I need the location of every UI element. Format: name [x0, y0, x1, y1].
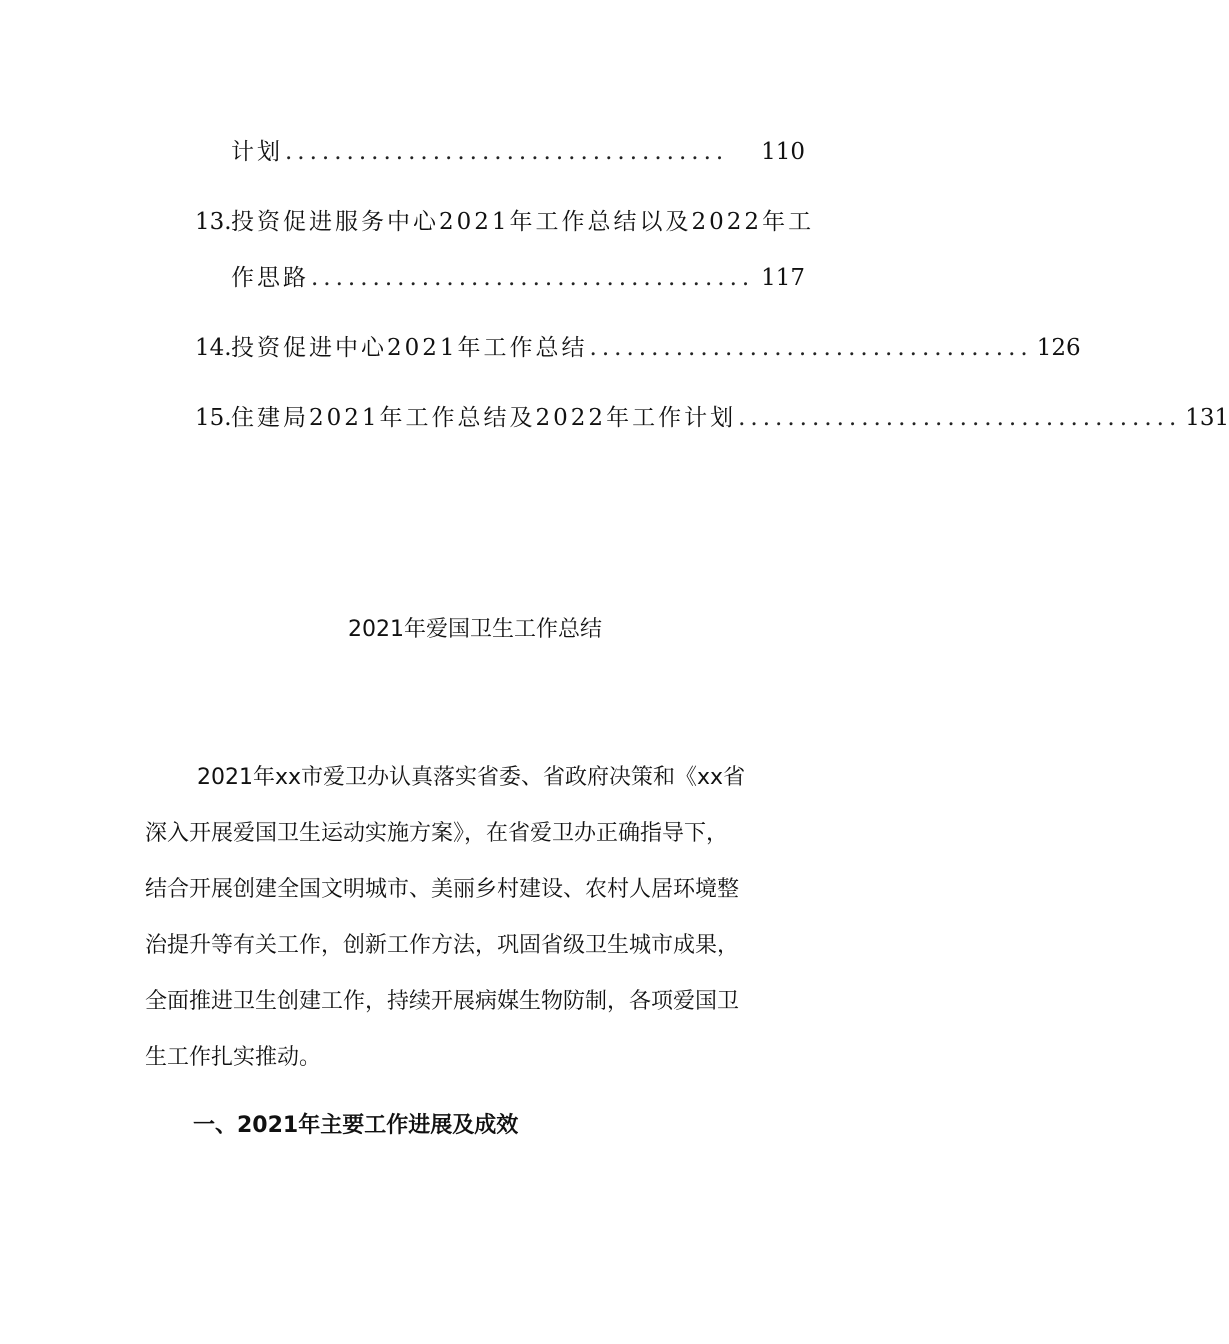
- toc-entry-title: 投资促进中心2021年工作总结: [231, 335, 588, 361]
- toc-entry-body: [231, 328, 1081, 368]
- toc-entry-number: 13.: [195, 209, 232, 235]
- paragraph-line: 全面推进卫生创建工作，持续开展病媒生物防制，各项爱国卫: [145, 989, 740, 1014]
- paragraph-line: 深入开展爱国卫生运动实施方案》，在省爱卫办正确指导下，: [145, 821, 729, 846]
- toc-entry[interactable]: [0, 328, 1081, 368]
- toc-entry[interactable]: [0, 132, 950, 172]
- toc-leader-dots: ....................................: [311, 265, 755, 291]
- paragraph-line: 结合开展创建全国文明城市、美丽乡村建设、农村人居环境整: [145, 877, 740, 902]
- toc-entry-body: [231, 398, 1229, 438]
- toc-entry-title: 作思路: [231, 265, 309, 291]
- toc-entry[interactable]: [0, 202, 950, 242]
- toc-entry[interactable]: [0, 398, 1229, 438]
- toc-page-number: 131: [1185, 405, 1229, 431]
- toc-entry-body: [231, 132, 805, 172]
- toc-page-number: 117: [761, 265, 805, 291]
- toc-entry-title: 投资促进服务中心2021年工作总结以及2022年工: [231, 209, 815, 235]
- toc-entry-title: 计划: [231, 139, 283, 165]
- paragraph-line: 治提升等有关工作，创新工作方法，巩固省级卫生城市成果，: [145, 933, 740, 958]
- section-heading: 一、2021年主要工作进展及成效: [193, 1113, 519, 1138]
- paragraph-line: 2021年xx市爱卫办认真落实省委、省政府决策和《xx省: [197, 765, 746, 790]
- toc-page-number: 110: [761, 139, 805, 165]
- document-title: 2021年爱国卫生工作总结: [348, 617, 602, 642]
- toc-entry-number: 14.: [195, 335, 232, 361]
- toc-entry-title: 住建局2021年工作总结及2022年工作计划: [231, 405, 737, 431]
- toc-leader-dots: ....................................: [738, 405, 1182, 431]
- paragraph-line: 生工作扎实推动。: [145, 1045, 322, 1070]
- toc-page-number: 126: [1036, 335, 1081, 361]
- body-paragraph: [145, 750, 807, 1086]
- toc-leader-dots: ....................................: [589, 335, 1033, 361]
- toc-leader-dots: ....................................: [285, 139, 729, 165]
- toc-entry-number: 15.: [195, 405, 232, 431]
- toc-entry-body: [231, 258, 805, 298]
- toc-entry-continuation[interactable]: [0, 258, 950, 298]
